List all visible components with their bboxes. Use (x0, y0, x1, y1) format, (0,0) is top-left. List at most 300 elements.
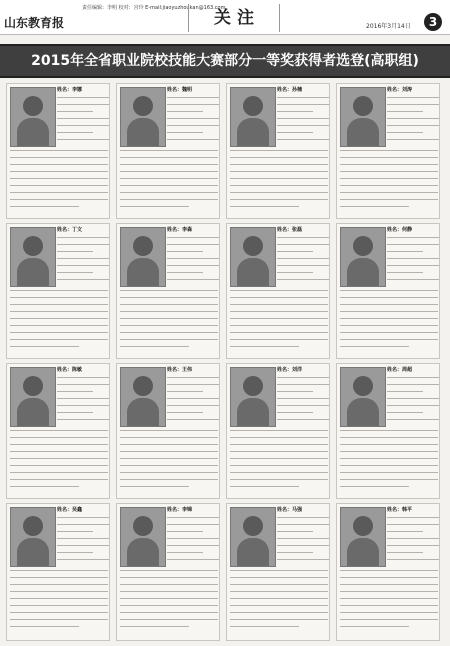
text-line (230, 451, 328, 452)
winner-info (277, 367, 329, 426)
winner-name: 姓名：马强 (277, 507, 303, 513)
text-line (57, 111, 93, 112)
text-line (387, 545, 439, 546)
winner-info (387, 367, 439, 426)
text-line (277, 265, 329, 266)
winner-bio-text (10, 570, 108, 633)
page-number: 3 (424, 13, 442, 31)
winners-grid (6, 83, 446, 643)
winner-name: 姓名：孙楠 (277, 87, 303, 93)
text-line (230, 605, 328, 606)
winner-name: 姓名：魏明 (167, 87, 193, 93)
text-line (340, 605, 438, 606)
text-line (57, 419, 109, 420)
winner-info (277, 87, 329, 146)
text-line (57, 377, 109, 378)
text-line (387, 132, 423, 133)
winner-photo (120, 227, 166, 287)
text-line (387, 279, 439, 280)
text-line (340, 304, 438, 305)
winner-card (226, 363, 330, 499)
text-line (57, 531, 93, 532)
text-line (57, 398, 109, 399)
text-line (120, 290, 218, 291)
text-line (230, 479, 328, 480)
text-line (167, 412, 203, 413)
text-line (120, 339, 218, 340)
text-line (230, 311, 328, 312)
text-line (277, 559, 329, 560)
text-line (230, 150, 328, 151)
winner-name: 姓名：张磊 (277, 227, 303, 233)
winner-name: 姓名：周超 (387, 367, 413, 373)
winner-bio-text (340, 430, 438, 493)
text-line (167, 104, 219, 105)
text-line (340, 325, 438, 326)
text-line (10, 437, 108, 438)
text-line (230, 304, 328, 305)
text-line (167, 419, 219, 420)
text-line (120, 157, 218, 158)
winner-name: 姓名：刘涛 (387, 87, 413, 93)
text-line (277, 538, 329, 539)
text-line (387, 104, 439, 105)
winner-photo (230, 507, 276, 567)
newspaper-logo: 山东教育报 (4, 16, 65, 30)
text-line (340, 444, 438, 445)
text-line (10, 619, 108, 620)
text-line (10, 451, 108, 452)
text-line (120, 577, 218, 578)
text-line (277, 545, 329, 546)
text-line (10, 339, 108, 340)
text-line (120, 325, 218, 326)
winner-bio-text (230, 430, 328, 493)
winner-card (226, 83, 330, 219)
text-line (10, 570, 108, 571)
text-line (57, 384, 109, 385)
text-line (167, 272, 203, 273)
text-line (277, 391, 313, 392)
text-line (120, 486, 189, 487)
text-line (230, 346, 299, 347)
text-line (387, 391, 423, 392)
text-line (277, 552, 313, 553)
winner-photo (10, 227, 56, 287)
text-line (340, 598, 438, 599)
text-line (10, 311, 108, 312)
text-line (167, 139, 219, 140)
text-line (387, 258, 439, 259)
text-line (167, 258, 219, 259)
text-line (230, 577, 328, 578)
text-line (167, 237, 219, 238)
winner-name: 姓名：李森 (167, 227, 193, 233)
text-line (340, 171, 438, 172)
text-line (57, 524, 109, 525)
text-line (10, 318, 108, 319)
text-line (277, 524, 329, 525)
text-line (57, 538, 109, 539)
text-line (230, 325, 328, 326)
text-line (120, 437, 218, 438)
text-line (387, 125, 439, 126)
text-line (230, 626, 299, 627)
text-line (277, 258, 329, 259)
winner-info (387, 87, 439, 146)
winner-info (167, 367, 219, 426)
text-line (277, 104, 329, 105)
winner-photo (10, 367, 56, 427)
text-line (340, 185, 438, 186)
winner-card (226, 223, 330, 359)
text-line (10, 486, 79, 487)
text-line (387, 97, 439, 98)
text-line (10, 199, 108, 200)
text-line (387, 531, 423, 532)
text-line (57, 104, 109, 105)
text-line (340, 178, 438, 179)
text-line (230, 332, 328, 333)
text-line (167, 125, 219, 126)
text-line (277, 517, 329, 518)
winner-card (116, 83, 220, 219)
winner-card (226, 503, 330, 641)
text-line (167, 524, 219, 525)
text-line (57, 412, 93, 413)
text-line (230, 171, 328, 172)
text-line (387, 118, 439, 119)
text-line (387, 272, 423, 273)
winner-bio-text (230, 150, 328, 213)
winner-photo (10, 87, 56, 147)
winner-name: 姓名：刘洋 (277, 367, 303, 373)
text-line (120, 199, 218, 200)
text-line (10, 297, 108, 298)
text-line (120, 150, 218, 151)
text-line (340, 192, 438, 193)
text-line (340, 591, 438, 592)
text-line (120, 605, 218, 606)
text-line (10, 598, 108, 599)
text-line (340, 472, 438, 473)
text-line (167, 118, 219, 119)
text-line (167, 244, 219, 245)
winner-card (336, 503, 440, 641)
text-line (57, 405, 109, 406)
text-line (230, 619, 328, 620)
text-line (387, 552, 423, 553)
text-line (167, 279, 219, 280)
text-line (277, 118, 329, 119)
winner-photo (230, 87, 276, 147)
text-line (340, 339, 438, 340)
masthead (0, 0, 450, 35)
text-line (230, 290, 328, 291)
text-line (277, 125, 329, 126)
text-line (340, 486, 409, 487)
headline: 2015年全省职业院校技能大赛部分一等奖获得者选登(高职组) (31, 53, 419, 69)
winner-card (336, 83, 440, 219)
text-line (120, 612, 218, 613)
winner-photo (120, 507, 166, 567)
text-line (230, 472, 328, 473)
text-line (387, 377, 439, 378)
text-line (277, 111, 313, 112)
winner-name: 姓名：何静 (387, 227, 413, 233)
text-line (10, 626, 79, 627)
text-line (57, 251, 93, 252)
text-line (277, 251, 313, 252)
text-line (277, 377, 329, 378)
editor-contact: 责任编辑：李明 校对：宫玲 E-mail:jiaoyuzhoukan@163.com (82, 5, 226, 11)
winner-card (336, 363, 440, 499)
text-line (230, 612, 328, 613)
text-line (120, 619, 218, 620)
text-line (167, 251, 203, 252)
text-line (277, 244, 329, 245)
text-line (57, 517, 109, 518)
winner-photo (230, 367, 276, 427)
winner-photo (340, 227, 386, 287)
winner-card (6, 223, 110, 359)
winner-bio-text (340, 290, 438, 353)
winner-name: 姓名：丁文 (57, 227, 83, 233)
text-line (277, 398, 329, 399)
text-line (340, 206, 409, 207)
text-line (230, 185, 328, 186)
winner-name: 姓名：李娜 (57, 87, 83, 93)
text-line (230, 318, 328, 319)
winner-card (6, 83, 110, 219)
text-line (230, 591, 328, 592)
text-line (57, 552, 93, 553)
text-line (277, 279, 329, 280)
winner-photo (340, 367, 386, 427)
text-line (120, 626, 189, 627)
text-line (230, 339, 328, 340)
winner-info (167, 87, 219, 146)
text-line (340, 570, 438, 571)
text-line (340, 577, 438, 578)
text-line (167, 531, 203, 532)
text-line (120, 318, 218, 319)
text-line (57, 118, 109, 119)
text-line (10, 346, 79, 347)
text-line (340, 199, 438, 200)
text-line (277, 97, 329, 98)
text-line (167, 559, 219, 560)
text-line (167, 545, 219, 546)
issue-date: 2016年3月14日 (366, 23, 411, 30)
text-line (277, 272, 313, 273)
text-line (57, 258, 109, 259)
text-line (387, 244, 439, 245)
text-line (10, 164, 108, 165)
text-line (167, 398, 219, 399)
text-line (57, 125, 109, 126)
text-line (340, 150, 438, 151)
text-line (230, 199, 328, 200)
text-line (340, 318, 438, 319)
text-line (387, 517, 439, 518)
text-line (120, 570, 218, 571)
text-line (230, 437, 328, 438)
text-line (120, 346, 189, 347)
text-line (230, 598, 328, 599)
text-line (167, 265, 219, 266)
text-line (387, 237, 439, 238)
text-line (120, 591, 218, 592)
text-line (230, 164, 328, 165)
winner-bio-text (120, 430, 218, 493)
text-line (230, 178, 328, 179)
text-line (10, 605, 108, 606)
text-line (340, 157, 438, 158)
text-line (120, 311, 218, 312)
text-line (340, 430, 438, 431)
winner-name: 姓名：王伟 (167, 367, 193, 373)
winner-photo (120, 367, 166, 427)
text-line (167, 517, 219, 518)
headline-banner (0, 44, 450, 78)
text-line (10, 612, 108, 613)
winner-bio-text (120, 150, 218, 213)
text-line (277, 405, 329, 406)
section-title: 关 注 (188, 4, 280, 32)
text-line (387, 251, 423, 252)
winner-info (57, 87, 109, 146)
text-line (340, 451, 438, 452)
text-line (167, 391, 203, 392)
text-line (10, 584, 108, 585)
text-line (120, 164, 218, 165)
text-line (10, 332, 108, 333)
text-line (120, 185, 218, 186)
winner-photo (340, 507, 386, 567)
text-line (120, 430, 218, 431)
text-line (10, 185, 108, 186)
text-line (120, 584, 218, 585)
text-line (230, 157, 328, 158)
text-line (10, 206, 79, 207)
text-line (387, 111, 423, 112)
text-line (10, 290, 108, 291)
text-line (10, 465, 108, 466)
winner-name: 姓名：韩平 (387, 507, 413, 513)
winner-bio-text (10, 290, 108, 353)
winner-name: 姓名：陈敏 (57, 367, 83, 373)
text-line (167, 111, 203, 112)
text-line (387, 398, 439, 399)
text-line (230, 458, 328, 459)
text-line (10, 304, 108, 305)
text-line (57, 237, 109, 238)
text-line (120, 332, 218, 333)
text-line (57, 391, 93, 392)
winner-card (116, 363, 220, 499)
text-line (340, 479, 438, 480)
text-line (340, 297, 438, 298)
text-line (230, 584, 328, 585)
winner-photo (10, 507, 56, 567)
text-line (387, 524, 439, 525)
winner-info (167, 507, 219, 566)
text-line (167, 384, 219, 385)
text-line (57, 272, 93, 273)
text-line (10, 479, 108, 480)
text-line (167, 97, 219, 98)
text-line (120, 171, 218, 172)
text-line (10, 472, 108, 473)
text-line (387, 412, 423, 413)
text-line (57, 559, 109, 560)
winner-card (6, 363, 110, 499)
text-line (10, 171, 108, 172)
text-line (167, 377, 219, 378)
text-line (10, 157, 108, 158)
text-line (120, 304, 218, 305)
text-line (230, 297, 328, 298)
text-line (120, 192, 218, 193)
text-line (277, 412, 313, 413)
text-line (57, 545, 109, 546)
text-line (340, 619, 438, 620)
text-line (387, 419, 439, 420)
text-line (57, 139, 109, 140)
text-line (230, 444, 328, 445)
text-line (10, 458, 108, 459)
winner-card (6, 503, 110, 641)
winner-info (57, 227, 109, 286)
text-line (230, 192, 328, 193)
text-line (277, 384, 329, 385)
text-line (340, 164, 438, 165)
text-line (230, 570, 328, 571)
text-line (340, 626, 409, 627)
text-line (57, 279, 109, 280)
text-line (120, 479, 218, 480)
text-line (120, 206, 189, 207)
text-line (340, 346, 409, 347)
text-line (10, 430, 108, 431)
text-line (340, 584, 438, 585)
winner-photo (230, 227, 276, 287)
winner-bio-text (10, 150, 108, 213)
text-line (57, 265, 109, 266)
winner-info (277, 227, 329, 286)
winner-bio-text (340, 150, 438, 213)
winner-photo (340, 87, 386, 147)
text-line (10, 577, 108, 578)
text-line (57, 244, 109, 245)
text-line (10, 150, 108, 151)
winner-card (116, 223, 220, 359)
winner-bio-text (340, 570, 438, 633)
text-line (340, 311, 438, 312)
text-line (340, 458, 438, 459)
text-line (10, 444, 108, 445)
text-line (340, 332, 438, 333)
text-line (167, 132, 203, 133)
text-line (120, 297, 218, 298)
text-line (340, 612, 438, 613)
text-line (387, 559, 439, 560)
text-line (120, 444, 218, 445)
text-line (277, 237, 329, 238)
text-line (387, 384, 439, 385)
text-line (387, 538, 439, 539)
